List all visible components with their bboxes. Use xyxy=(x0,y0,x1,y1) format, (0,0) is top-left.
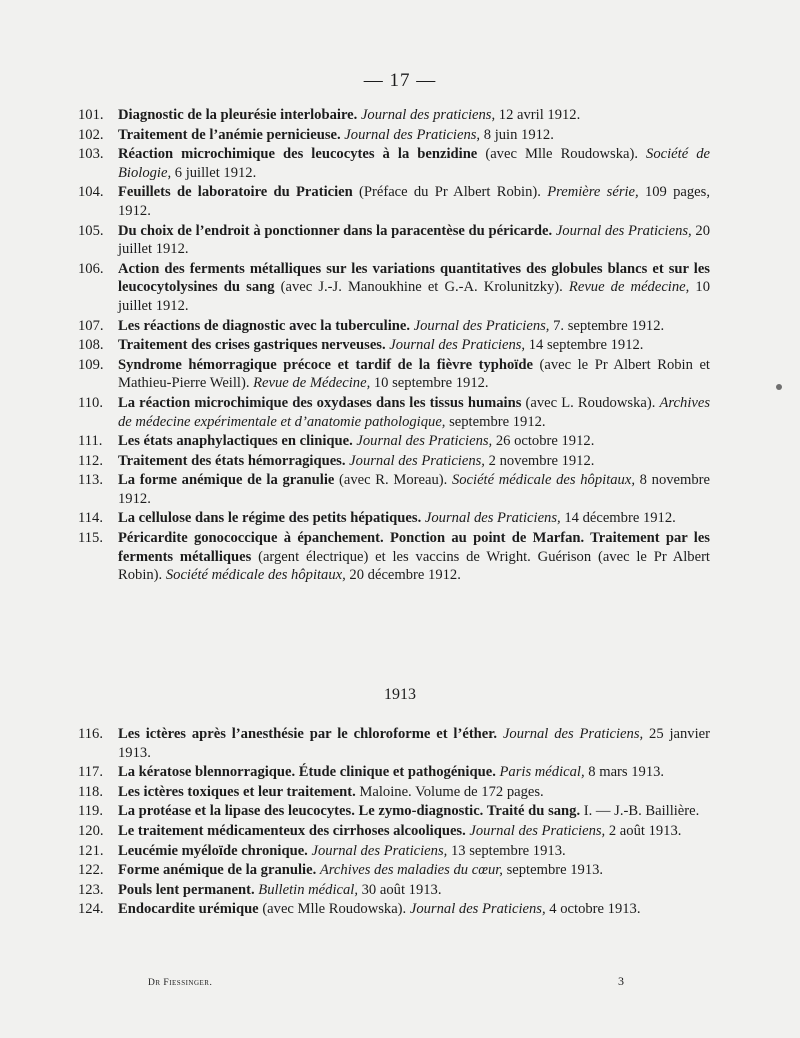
entry-details: (avec J.-J. Manoukhine et G.-A. Krolunitzky). xyxy=(274,279,569,296)
bibliography-entry xyxy=(78,725,710,762)
entry-number: 122. xyxy=(78,862,104,879)
entry-source: Journal des Praticiens, xyxy=(469,822,606,839)
bibliography-entry xyxy=(78,394,710,431)
bibliography-entry xyxy=(78,763,710,782)
bibliography-entry xyxy=(78,183,710,220)
entry-title: La kératose blennorragique. Étude clinique et pathogénique. xyxy=(118,764,496,781)
entry-source: Journal des Praticiens, xyxy=(349,452,485,469)
footer-author: Dr Fiessinger. xyxy=(148,978,213,988)
entry-source: Société médicale des hôpitaux, xyxy=(451,472,635,489)
bibliography-entry xyxy=(78,126,710,145)
entry-title: Endocardite urémique xyxy=(118,901,259,918)
entry-title: Traitement des états hémorragiques. xyxy=(118,452,346,469)
entry-number: 124. xyxy=(78,901,104,918)
entry-date: 14 septembre 1912. xyxy=(525,337,644,354)
entry-title: Traitement des crises gastriques nerveuses. xyxy=(118,337,386,354)
entry-number: 112. xyxy=(78,452,103,469)
entry-source: Journal des Praticiens, xyxy=(424,510,561,527)
bibliography-entry xyxy=(78,842,710,861)
entry-date: 2 novembre 1912. xyxy=(484,452,595,469)
entry-number: 108. xyxy=(78,337,104,354)
entry-details: (Préface du Pr Albert Robin). xyxy=(352,184,548,201)
entry-source: Première série, xyxy=(547,184,639,201)
entry-title: La réaction microchimique des oxydases dans les tissus humains xyxy=(118,394,522,411)
entry-source: Bulletin médical, xyxy=(258,881,358,898)
entry-title: Du choix de l’endroit à ponctionner dans la paracentèse du péricarde. xyxy=(118,222,553,239)
entry-title: Les ictères après l’anesthésie par le chloroforme et l’éther. xyxy=(118,726,498,742)
entry-number: 103. xyxy=(78,146,104,163)
ink-spot xyxy=(776,384,782,390)
entry-number: 114. xyxy=(78,510,103,527)
entry-details: (avec R. Moreau). xyxy=(334,472,452,489)
bibliography-entry xyxy=(78,356,710,393)
entry-number: 123. xyxy=(78,881,104,898)
bibliography-entry xyxy=(78,509,710,528)
bibliography-entry xyxy=(78,317,710,336)
bibliography-entry xyxy=(78,900,710,919)
bibliography-entry xyxy=(78,260,710,316)
bibliography-entry xyxy=(78,471,710,508)
entry-source: Journal des Praticiens, xyxy=(555,222,692,239)
entry-date: septembre 1913. xyxy=(502,862,604,879)
entry-source: Journal des Praticiens, xyxy=(502,726,644,742)
entry-source: Archives de médecine expérimentale et d’anatomie pathologique, xyxy=(118,394,711,430)
bibliography-entry xyxy=(78,802,710,821)
entry-details: (avec Mlle Roudowska). xyxy=(258,901,410,918)
bibliography-entry xyxy=(78,145,710,182)
entry-details: Maloine. Volume de 172 pages. xyxy=(355,783,544,800)
entry-title: Péricardite gonococcique à épanchement. Ponction au point de Marfan. Traitement par les ferments métalliques xyxy=(118,530,710,565)
entry-title: La cellulose dans le régime des petits hépatiques. xyxy=(118,510,422,527)
entry-number: 120. xyxy=(78,822,104,839)
entry-number: 101. xyxy=(78,107,104,123)
entry-source: Paris médical, xyxy=(499,764,585,781)
entry-title: La forme anémique de la granulie xyxy=(118,472,335,489)
entry-title: Les états anaphylactiques en clinique. xyxy=(118,433,353,450)
bibliography-entry xyxy=(78,452,710,471)
entry-date: septembre 1912. xyxy=(445,413,546,430)
entry-date: 26 octobre 1912. xyxy=(492,433,595,450)
entry-date: 8 juin 1912. xyxy=(480,126,554,143)
entry-title: Les ictères toxiques et leur traitement. xyxy=(118,783,356,800)
entry-source: Journal des Praticiens, xyxy=(413,317,550,334)
entry-date: 25 janvier 1913. xyxy=(118,726,710,761)
entries-1912 xyxy=(78,106,710,586)
entry-date: 10 septembre 1912. xyxy=(370,375,489,392)
year-heading: 1913 xyxy=(384,686,416,703)
bibliography-entry xyxy=(78,822,710,841)
entry-date: 8 novembre 1912. xyxy=(118,472,710,507)
entry-number: 115. xyxy=(78,530,103,547)
entry-title: Diagnostic de la pleurésie interlobaire. xyxy=(118,107,358,123)
entry-date: 4 octobre 1913. xyxy=(545,901,641,918)
entry-date: 2 août 1913. xyxy=(605,822,682,839)
entry-number: 117. xyxy=(78,764,103,781)
entry-title: Traitement de l’anémie pernicieuse. xyxy=(118,126,341,143)
entry-number: 118. xyxy=(78,783,103,800)
entry-details: I. — J.-B. Baillière. xyxy=(580,803,700,820)
entry-title: Réaction microchimique des leucocytes à la benzidine xyxy=(118,146,478,163)
entry-number: 104. xyxy=(78,184,104,201)
entry-number: 121. xyxy=(78,842,104,859)
entry-number: 107. xyxy=(78,317,104,334)
entry-number: 113. xyxy=(78,472,103,489)
entry-source: Revue de Médecine, xyxy=(253,375,371,392)
entry-date: 109 pages, 1912. xyxy=(118,184,710,219)
entry-source: Journal des Praticiens, xyxy=(409,901,546,918)
entry-title: Leucémie myéloïde chronique. xyxy=(118,842,308,859)
bibliography-entry xyxy=(78,336,710,355)
entry-details: (avec le Pr Albert Robin et Mathieu-Pierre Weill). xyxy=(118,356,710,392)
entry-date: 7. septembre 1912. xyxy=(549,317,665,334)
entry-source: Journal des praticiens, xyxy=(360,107,496,123)
entry-source: Journal des Praticiens, xyxy=(389,337,526,354)
entry-date: 20 juillet 1912. xyxy=(118,222,710,258)
bibliography-entry xyxy=(78,783,710,802)
entry-title: La protéase et la lipase des leucocytes. Le zymo-diagnostic. Traité du sang. xyxy=(118,803,581,820)
bibliography-entry xyxy=(78,529,710,585)
entry-source: Société médicale des hôpitaux, xyxy=(165,567,346,584)
entry-title: Syndrome hémorragique précoce et tardif de la fièvre typhoïde xyxy=(118,356,533,373)
entry-number: 102. xyxy=(78,126,104,143)
entry-title: Le traitement médicamenteux des cirrhoses alcooliques. xyxy=(118,822,466,839)
entry-number: 110. xyxy=(78,394,103,411)
entry-date: 8 mars 1913. xyxy=(584,764,665,781)
page-number-header: — 17 — xyxy=(363,70,437,91)
footer-signature: 3 xyxy=(618,974,624,988)
entry-number: 119. xyxy=(78,803,103,820)
entry-number: 111. xyxy=(78,433,103,450)
entry-source: Société de Biologie, xyxy=(118,146,710,181)
entry-source: Journal des Praticiens, xyxy=(311,842,448,859)
entry-title: Les réactions de diagnostic avec la tuberculine. xyxy=(118,317,410,334)
entry-date: 10 juillet 1912. xyxy=(118,279,710,314)
bibliography-entry xyxy=(78,881,710,900)
entry-title: Feuillets de laboratoire du Praticien xyxy=(118,184,353,201)
bibliography-entry xyxy=(78,432,710,451)
entry-source: Archives des maladies du cœur, xyxy=(319,862,503,879)
entry-date: 30 août 1913. xyxy=(357,881,442,898)
entry-date: 14 décembre 1912. xyxy=(560,510,676,527)
bibliography-entry xyxy=(78,861,710,880)
entry-number: 106. xyxy=(78,260,104,277)
entry-date: 6 juillet 1912. xyxy=(171,164,257,181)
entry-details: (argent électrique) et les vaccins de Wright. Guérison (avec le Pr Albert Robin). xyxy=(118,548,710,584)
entry-title: Pouls lent permanent. xyxy=(118,881,255,898)
bibliography-entry xyxy=(78,106,710,125)
entry-details: (avec Mlle Roudowska). xyxy=(477,146,647,163)
entry-number: 116. xyxy=(78,726,103,742)
entry-number: 105. xyxy=(78,222,104,239)
entry-date: 13 septembre 1913. xyxy=(447,842,566,859)
entry-date: 20 décembre 1912. xyxy=(345,567,461,584)
entry-source: Revue de médecine, xyxy=(568,279,690,296)
bibliography-entry xyxy=(78,222,710,259)
entries-1913 xyxy=(78,725,710,920)
entry-source: Journal des Praticiens, xyxy=(344,126,481,143)
entry-details: (avec L. Roudowska). xyxy=(521,394,660,411)
entry-title: Action des ferments métalliques sur les variations quantitatives des globules blancs et sur les leucocytolysines du sang xyxy=(118,260,710,296)
entry-source: Journal des Praticiens, xyxy=(356,433,493,450)
entry-number: 109. xyxy=(78,356,104,373)
entry-title: Forme anémique de la granulie. xyxy=(118,862,317,879)
entry-date: 12 avril 1912. xyxy=(495,107,581,123)
